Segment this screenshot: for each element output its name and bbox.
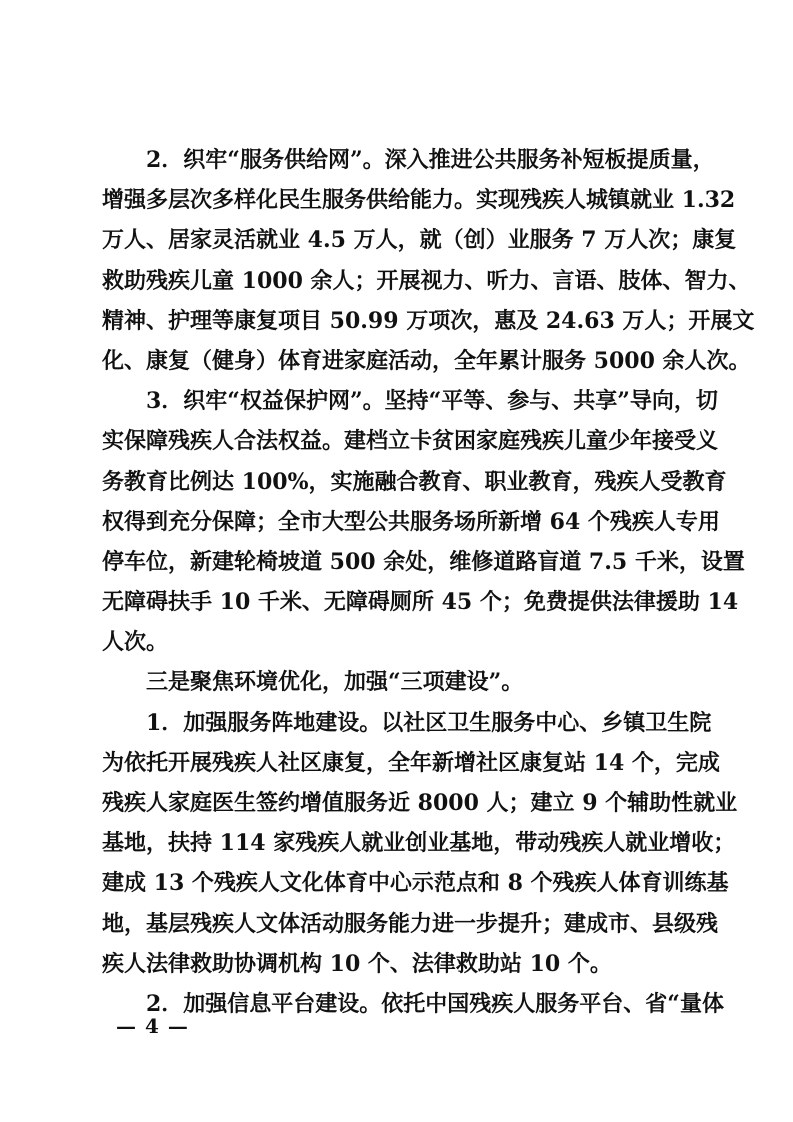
paragraph-line: 地，基层残疾人文体活动服务能力进一步提升；建成市、县级残 — [102, 910, 719, 937]
paragraph-line: 人次。 — [102, 629, 169, 656]
paragraph-line: 建成 13 个残疾人文化体育中心示范点和 8 个残疾人体育训练基 — [102, 870, 729, 897]
section-heading: 三是聚焦环境优化，加强“三项建设”。 — [146, 669, 524, 696]
paragraph-line: 3．织牢“权益保护网”。坚持“平等、参与、共享”导向，切 — [146, 388, 718, 415]
paragraph-line: 化、康复（健身）体育进家庭活动，全年累计服务 5000 余人次。 — [102, 347, 751, 374]
paragraph-line: 无障碍扶手 10 千米、无障碍厕所 45 个；免费提供法律援助 14 — [102, 589, 739, 616]
paragraph-line: 停车位，新建轮椅坡道 500 余处，维修道路盲道 7.5 千米，设置 — [102, 548, 745, 575]
paragraph-line: 2．织牢“服务供给网”。深入推进公共服务补短板提质量， — [146, 147, 715, 173]
paragraph-line: 权得到充分保障；全市大型公共服务场所新增 64 个残疾人专用 — [102, 508, 720, 535]
paragraph-line: 万人、居家灵活就业 4.5 万人，就（创）业服务 7 万人次；康复 — [102, 227, 737, 254]
paragraph-line: 残疾人家庭医生签约增值服务近 8000 人；建立 9 个辅助性就业 — [102, 790, 738, 816]
paragraph-line: 基地，扶持 114 家残疾人就业创业基地，带动残疾人就业增收； — [102, 830, 736, 857]
paragraph-line: 疾人法律救助协调机构 10 个、法律救助站 10 个。 — [102, 950, 612, 977]
body-text — [102, 140, 755, 1024]
paragraph-line: 务教育比例达 100%，实施融合教育、职业教育，残疾人受教育 — [102, 468, 727, 495]
paragraph-line: 精神、护理等康复项目 50.99 万项次，惠及 24.63 万人；开展文 — [102, 307, 755, 334]
paragraph-line: 增强多层次多样化民生服务供给能力。实现残疾人城镇就业 1.32 — [102, 187, 736, 214]
page-number: — 4 — — [116, 1014, 189, 1038]
paragraph-line: 救助残疾儿童 1000 余人；开展视力、听力、言语、肢体、智力、 — [102, 267, 751, 294]
paragraph-line: 2．加强信息平台建设。依托中国残疾人服务平台、省“量体 — [146, 990, 724, 1017]
paragraph-line: 为依托开展残疾人社区康复，全年新增社区康复站 14 个，完成 — [102, 749, 720, 776]
paragraph-line: 实保障残疾人合法权益。建档立卡贫困家庭残疾儿童少年接受义 — [102, 428, 719, 455]
paragraph-line: 1．加强服务阵地建设。以社区卫生服务中心、乡镇卫生院 — [146, 709, 712, 736]
